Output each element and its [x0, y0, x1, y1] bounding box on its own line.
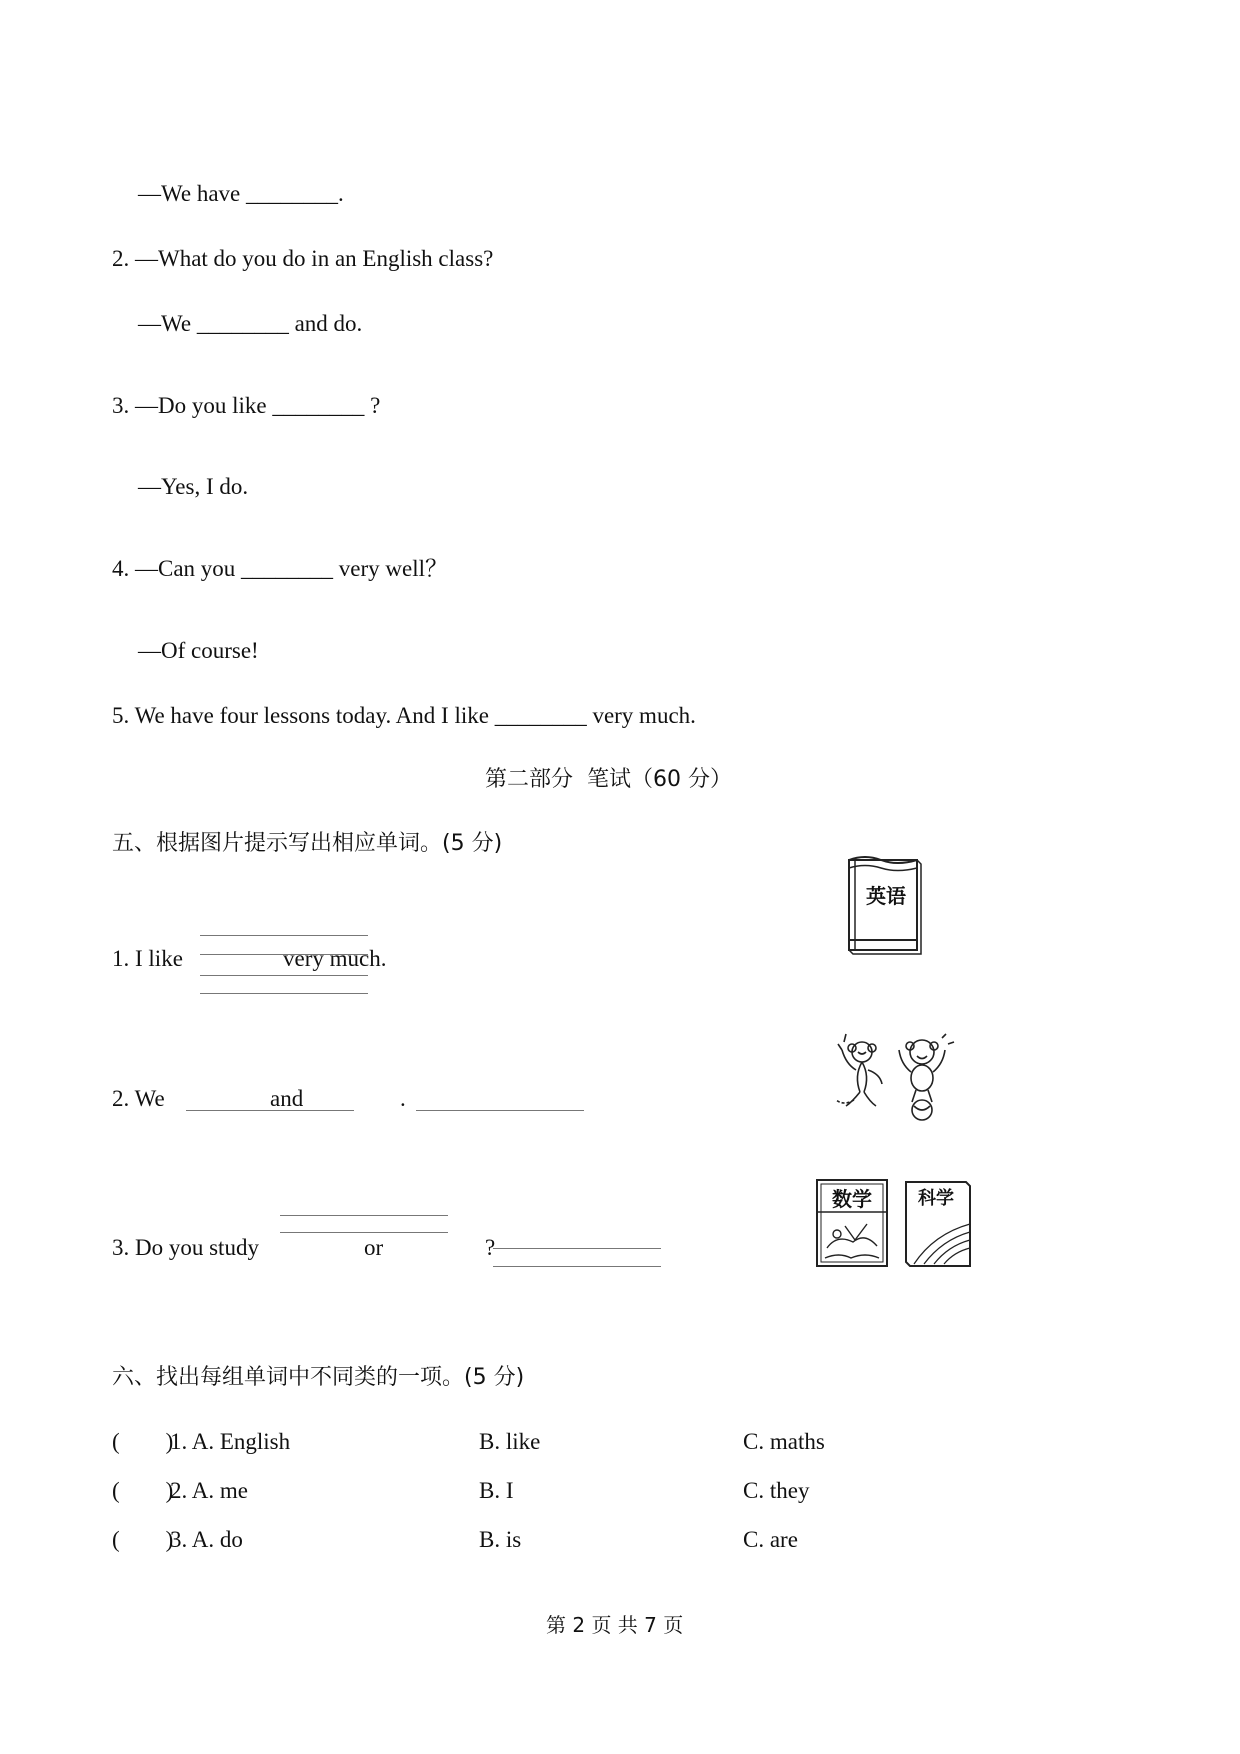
s6-row2-option-c: C. they [743, 1478, 810, 1503]
question-4: 4. —Can you ________ very well？ [112, 556, 449, 581]
dialogue-line-3: —Yes, I do. [138, 474, 249, 499]
s6-row2-paren: ( ) [112, 1478, 174, 1503]
s6-row1-paren: ( ) [112, 1429, 174, 1454]
s5-q1-tail: very much. [283, 946, 387, 971]
question-5: 5. We have four lessons today. And I like ________ very much. [112, 703, 696, 728]
s5-q2-mid: and [270, 1086, 304, 1111]
s5-q3-lead: 3. Do you study [112, 1235, 259, 1260]
s6-row3-paren: ( ) [112, 1527, 174, 1552]
dialogue-line-1: —We have ________. [138, 181, 344, 206]
s5-q2-end: . [400, 1086, 406, 1111]
s5-q1-blank-line-3 [200, 975, 368, 976]
s6-row1-option-c: C. maths [743, 1429, 825, 1454]
english-book-label: 英语 [866, 884, 906, 908]
s6-row1-option-b: B. like [479, 1429, 541, 1454]
s5-q2-blank-line-2 [416, 1110, 584, 1111]
question-2: 2. —What do you do in an English class? [112, 246, 494, 271]
s6-row2-option-b: B. I [479, 1478, 514, 1503]
part-two-heading: 第二部分 笔试（60 分） [485, 767, 732, 792]
s5-q3-blank-line-3 [493, 1248, 661, 1249]
question-3: 3. —Do you like ________ ? [112, 393, 381, 418]
page-footer: 第 2 页 共 7 页 [546, 1613, 684, 1637]
math-book-picture [815, 1178, 890, 1270]
dialogue-line-2: —We ________ and do. [138, 311, 363, 336]
s6-row3-option-c: C. are [743, 1527, 798, 1552]
s6-row2-option-a: 2. A. me [170, 1478, 248, 1503]
monkeys-singing-dancing-picture [830, 1030, 960, 1122]
s6-row3-option-b: B. is [479, 1527, 522, 1552]
s5-q3-mid: or [364, 1235, 384, 1260]
s5-q3-end: ? [485, 1235, 496, 1260]
s6-row3-option-a: 3. A. do [170, 1527, 243, 1552]
s5-q1-lead: 1. I like [112, 946, 183, 971]
section5-heading: 五、根据图片提示写出相应单词。(5 分) [112, 831, 503, 856]
s5-q2-lead: 2. We [112, 1086, 165, 1111]
s5-q1-blank-line-1 [200, 935, 368, 936]
english-book-picture [845, 852, 925, 956]
s5-q3-blank-line-2 [280, 1232, 448, 1233]
s5-q3-blank-line-1 [280, 1215, 448, 1216]
dialogue-line-4: —Of course! [138, 638, 259, 663]
science-book-label: 科学 [918, 1188, 954, 1209]
math-book-label: 数学 [832, 1187, 872, 1211]
s6-row1-option-a: 1. A. English [170, 1429, 291, 1454]
section6-heading: 六、找出每组单词中不同类的一项。(5 分) [112, 1365, 525, 1390]
science-book-picture [900, 1178, 975, 1270]
s5-q1-blank-line-4 [200, 993, 368, 994]
s5-q3-blank-line-4 [493, 1266, 661, 1267]
